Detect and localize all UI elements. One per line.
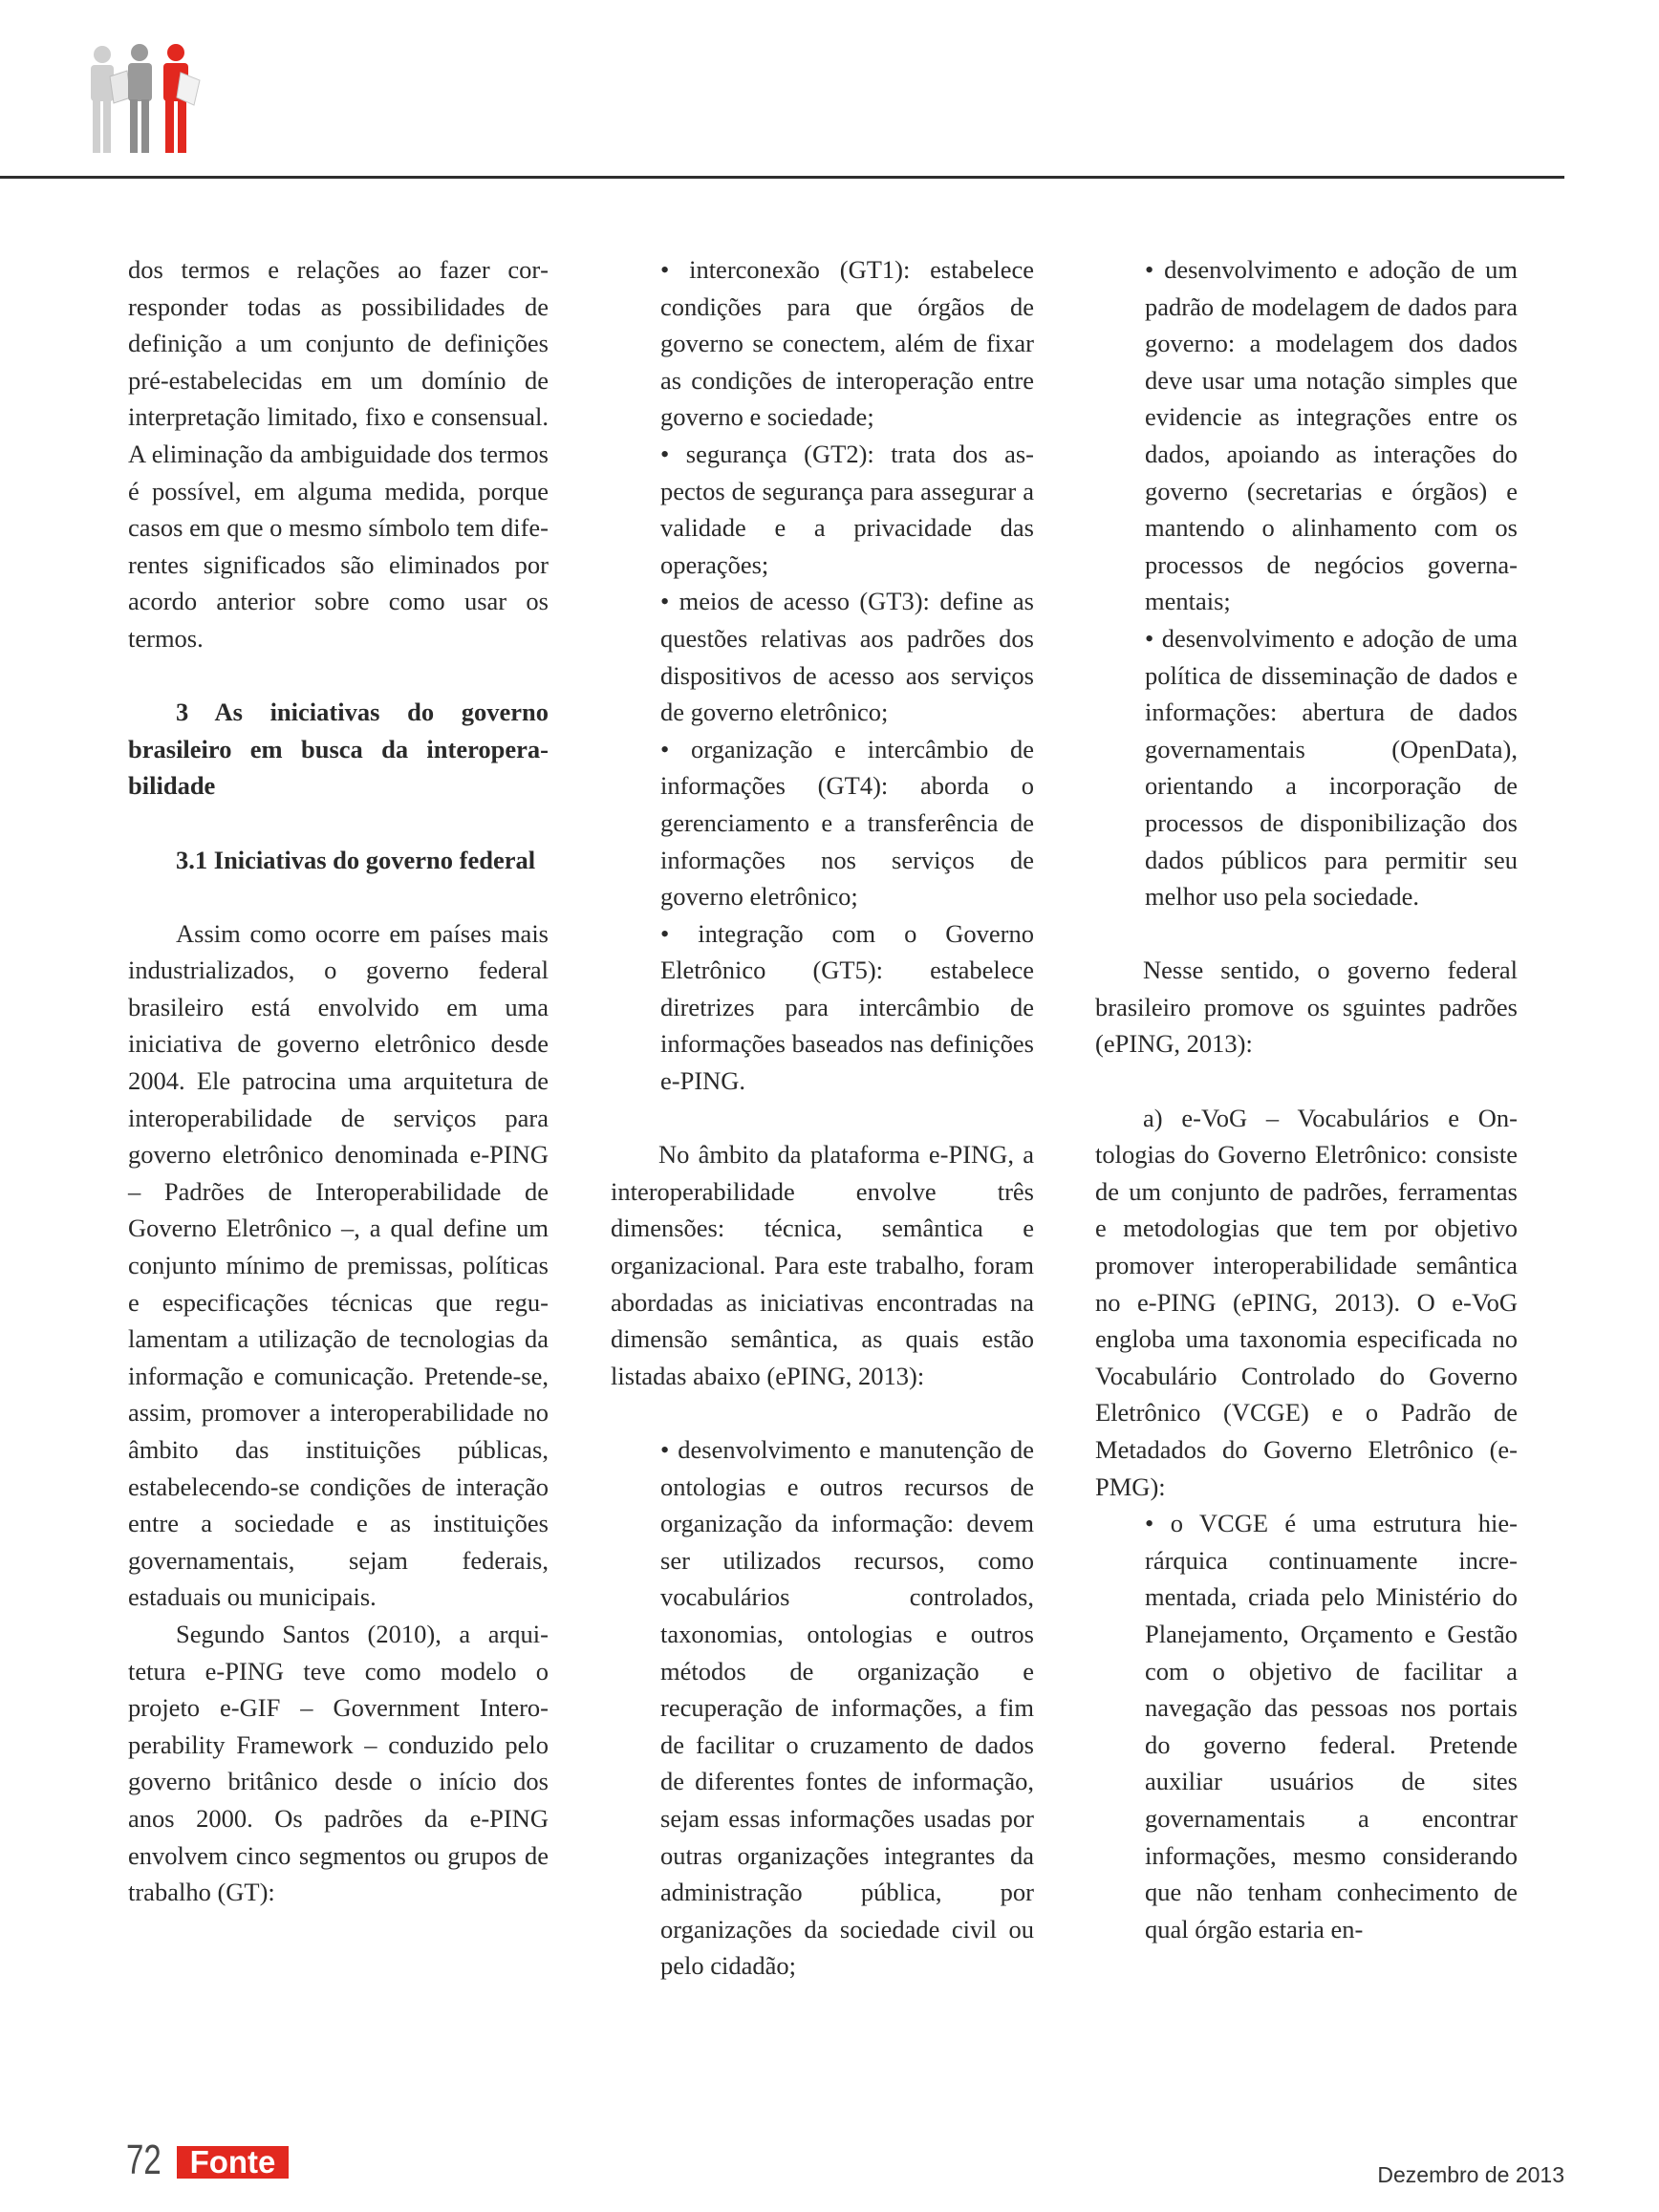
- bullet-item: • o VCGE é uma estrutura hierárquica continuamente incrementada, criada pelo Ministério do Planejamento, Orçamento e Gestão com o objetivo de facilitar a navegação das pessoas nos portais do governo federal. Pretende auxiliar usuários de sites governamentais a encontrar informações, mesmo considerando que não tenham conhecimento de qual órgão estaria en-: [1145, 1509, 1518, 1944]
- paragraph: dos termos e relações ao fazer corresponder todas as possibilidades de definição a um conjunto de definições pré-estabelecidas em um domínio de interpretação limitado, fixo e consensual. A eliminação da ambiguidade dos termos é possível, em alguma medida, porque casos em que o mesmo símbolo tem diferentes significados são eliminados por acordo anterior sobre como usar os termos.: [128, 255, 549, 653]
- column-3: [1095, 251, 1518, 1947]
- paragraph: a) e-VoG – Vocabulários e Ontologias do Governo Eletrônico: consiste de um conjunto de padrões, ferramentas e metodologias que tem por objetivo promover interoperabilidade semântica no e-PING (ePING, 2013). O e-VoG engloba uma taxonomia especificada no Vocabulário Controlado do Governo Eletrônico (VCGE) e o Padrão de Metadados do Governo Eletrônico (e-PMG):: [1095, 1103, 1518, 1501]
- page-number: 72: [126, 2137, 162, 2183]
- paragraph: Segundo Santos (2010), a arquitetura e-PING teve como modelo o projeto e-GIF – Government Interoperability Framework – conduzido pelo governo britânico desde o início dos anos 2000. Os padrões da e-PING envolvem cinco segmentos ou grupos de trabalho (GT):: [128, 1619, 549, 1907]
- column-2: [611, 251, 1034, 1985]
- bullet-item: • integração com o Governo Eletrônico (GT5): estabelece diretrizes para intercâmbio de informações baseados nas definições e-PING.: [660, 918, 1034, 1096]
- bullet-item: • desenvolvimento e manutenção de ontologias e outros recursos de organização da informação: devem ser utilizados recursos, como vocabulários controlados, taxonomias, ontologias e outros métodos de organização e recuperação de informações, a fim de facilitar o cruzamento de dados de diferentes fontes de informação, sejam essas informações usadas por outras organizações integrantes da administração pública, por organizações da sociedade civil ou pelo cidadão;: [660, 1435, 1034, 1981]
- paragraph: Assim como ocorre em países mais industrializados, o governo federal brasileiro está envolvido em uma iniciativa de governo eletrônico desde 2004. Ele patrocina uma arquitetura de interoperabilidade de serviços para governo eletrônico denominada e-PING – Padrões de Interoperabilidade de Governo Eletrônico –, a qual define um conjunto mínimo de premissas, políticas e especificações técnicas que regulamentam a utilização de tecnologias da informação e comunicação. Pretende-se, assim, promover a interoperabilidade no âmbito das instituições públicas, estabelecendo-se condições de interação entre a sociedade e as instituições governamentais, sejam federais, estaduais ou municipais.: [128, 918, 549, 1612]
- bullet-item: • desenvolvimento e adoção de um padrão de modelagem de dados para governo: a modelagem dos dados deve usar uma notação simples que evidencie as integrações entre os dados, apoiando as interações do governo (secretarias e órgãos) e mantendo o alinhamento com os processos de negócios governamentais;: [1145, 255, 1518, 616]
- header-rule: [0, 176, 1564, 179]
- bullet-item: • meios de acesso (GT3): define as questões relativas aos padrões dos dispositivos de acesso aos serviços de governo eletrônico;: [660, 587, 1034, 727]
- bullet-item: • desenvolvimento e adoção de uma política de disseminação de dados e informações: abertura de dados governamentais (OpenData), orientando a incorporação de processos de disponibilização dos dados públicos para permitir seu melhor uso pela sociedade.: [1145, 623, 1518, 912]
- three-people-figures-icon: [81, 38, 225, 182]
- bullet-item: • segurança (GT2): trata dos aspectos de segurança para assegurar a validade e a privacidade das operações;: [660, 439, 1034, 579]
- column-1: [128, 251, 549, 1911]
- paragraph: Nesse sentido, o governo federal brasileiro promove os sguintes padrões (ePING, 2013):: [1095, 956, 1518, 1059]
- subsection-heading: 3.1 Iniciativas do governo federal: [176, 845, 536, 874]
- issue-date: Dezembro de 2013: [1377, 2162, 1564, 2187]
- brand-logo: Fonte: [177, 2146, 289, 2179]
- bullet-item: • organização e intercâmbio de informações (GT4): aborda o gerenciamento e a transferência de informações nos serviços de governo eletrônico;: [660, 734, 1034, 912]
- section-heading: 3 As iniciativas do governo brasileiro em busca da interoperabilidade: [128, 698, 549, 801]
- paragraph: No âmbito da plataforma e-PING, a interoperabilidade envolve três dimensões: técnica, semântica e organizacional. Para este trabalho, foram abordadas as iniciativas encontradas na dimensão semântica, as quais estão listadas abaixo (ePING, 2013):: [611, 1140, 1034, 1390]
- bullet-item: • interconexão (GT1): estabelece condições para que órgãos de governo se conectem, além de fixar as condições de interoperação entre governo e sociedade;: [660, 255, 1034, 432]
